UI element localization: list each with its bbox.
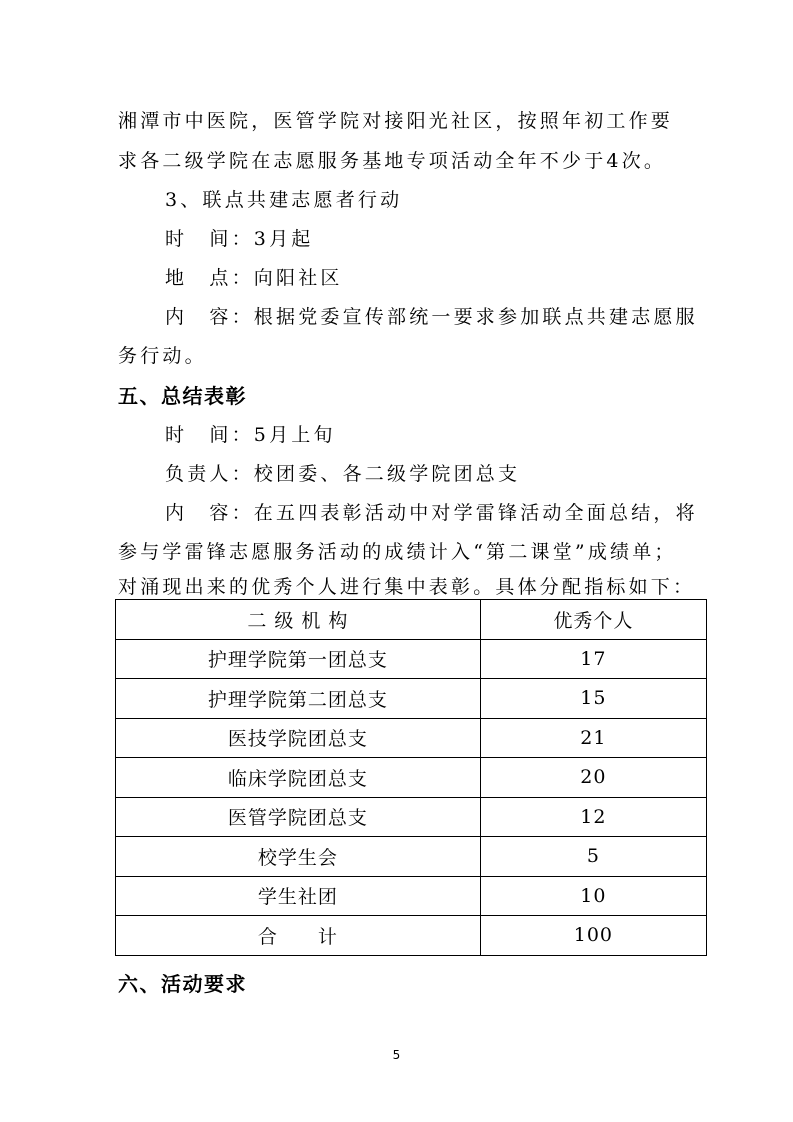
table-row <box>116 718 707 758</box>
place-line: 地 点：向阳社区 <box>165 267 343 289</box>
subsection-title: 3、联点共建志愿者行动 <box>165 189 403 211</box>
table-total-row <box>116 916 707 956</box>
table-cell: 医管学院团总支 <box>116 797 481 837</box>
table-header-cell: 优秀个人 <box>480 600 706 640</box>
table-cell: 临床学院团总支 <box>116 758 481 798</box>
table-row <box>116 876 707 916</box>
table-cell: 20 <box>480 758 706 798</box>
table-cell: 护理学院第二团总支 <box>116 679 481 719</box>
table-cell: 21 <box>480 718 706 758</box>
table-cell: 15 <box>480 679 706 719</box>
section-heading: 六、活动要求 <box>118 972 247 996</box>
table-cell: 10 <box>480 876 706 916</box>
content-line: 参与学雷锋志愿服务活动的成绩计入“第二课堂”成绩单； <box>118 541 677 563</box>
table-cell: 5 <box>480 837 706 877</box>
section-heading: 五、总结表彰 <box>118 384 247 408</box>
content-line: 内 容：在五四表彰活动中对学雷锋活动全面总结，将 <box>165 502 698 524</box>
owner-line: 负责人：校团委、各二级学院团总支 <box>165 463 521 485</box>
table-row <box>116 679 707 719</box>
paragraph-line: 求各二级学院在志愿服务基地专项活动全年不少于4次。 <box>118 150 667 172</box>
table-header-cell: 二 级 机 构 <box>116 600 481 640</box>
allocation-table <box>115 599 707 956</box>
table-row <box>116 639 707 679</box>
table-cell: 校学生会 <box>116 837 481 877</box>
table-cell: 12 <box>480 797 706 837</box>
table-row <box>116 837 707 877</box>
time-line: 时 间：5月上旬 <box>165 424 336 446</box>
table-cell: 医技学院团总支 <box>116 718 481 758</box>
table-cell: 17 <box>480 639 706 679</box>
content-line: 内 容：根据党委宣传部统一要求参加联点共建志愿服 <box>165 306 698 328</box>
table-cell: 护理学院第一团总支 <box>116 639 481 679</box>
table-cell: 学生社团 <box>116 876 481 916</box>
content-line: 对涌现出来的优秀个人进行集中表彰。具体分配指标如下： <box>118 576 696 598</box>
table-row <box>116 797 707 837</box>
page-number: 5 <box>392 1048 401 1062</box>
table-header-row <box>116 600 707 640</box>
table-cell: 合 计 <box>116 916 481 956</box>
table-cell: 100 <box>480 916 706 956</box>
time-line: 时 间：3月起 <box>165 228 314 250</box>
table-row <box>116 758 707 798</box>
content-line: 务行动。 <box>118 345 207 367</box>
paragraph-line: 湘潭市中医院，医管学院对接阳光社区，按照年初工作要 <box>118 110 674 132</box>
